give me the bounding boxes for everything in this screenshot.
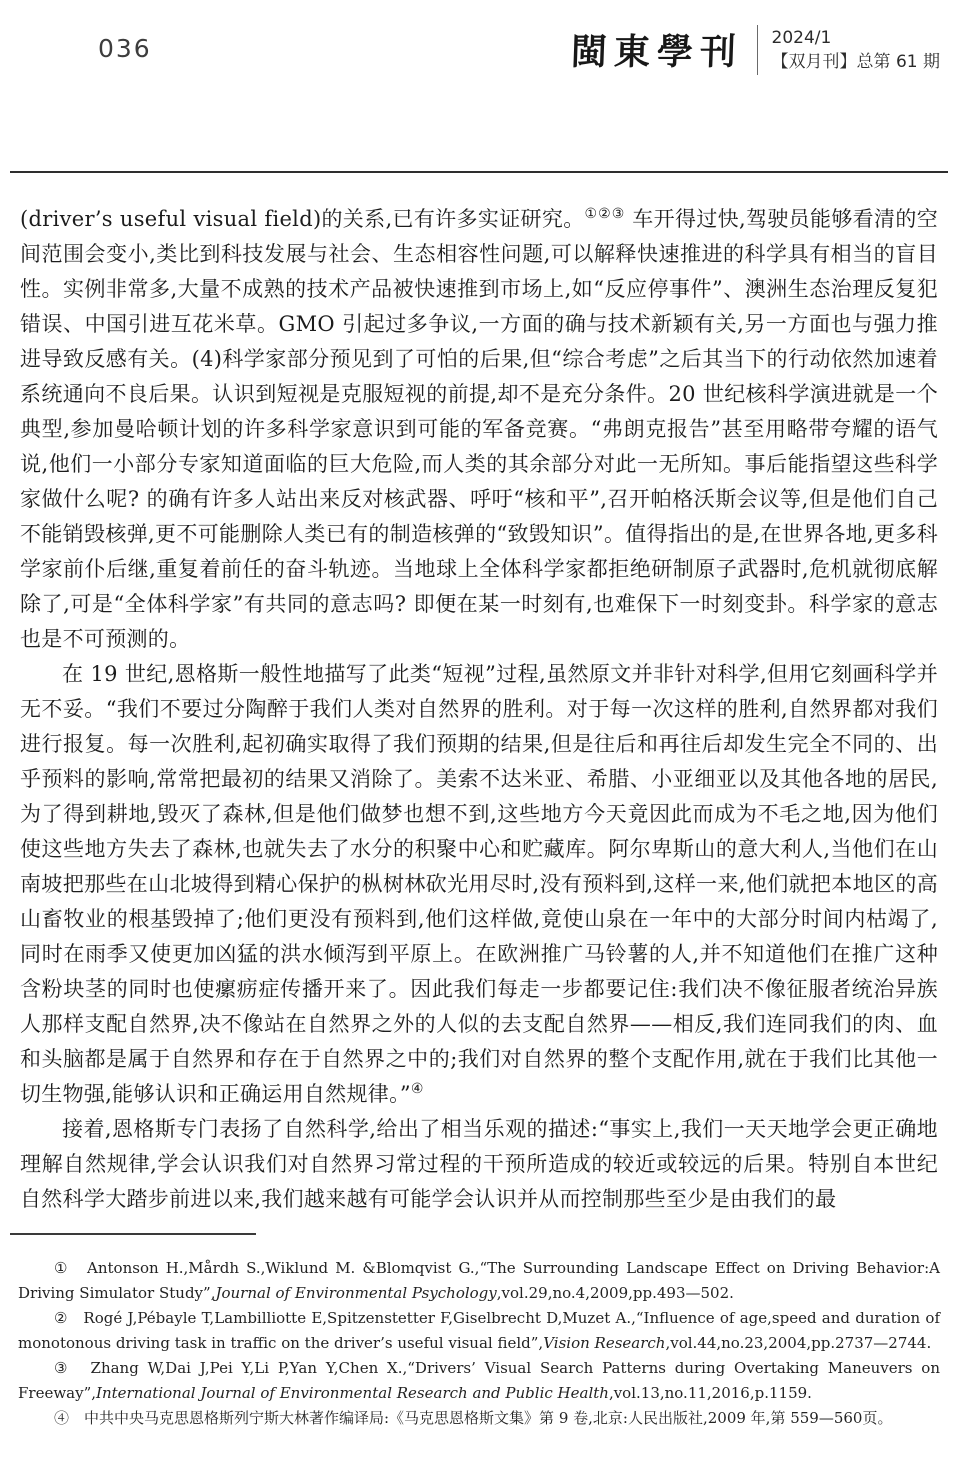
paragraph-text: 车开得过快,驾驶员能够看清的空间范围会变小,类比到科技发展与社会、生态相容性问题,可以解释快速推进的科学具有相当的盲目性。实例非常多,大量不成熟的技术产品被快速推到市场上,如“反应停事件”、澳洲生态治理反复犯错误、中国引进互花米草。GMO 引起过多争议,一方面的确与技术新颖有关,另一方面也与强力推进导致反感有关。(4)科学家部分预见到了可怕的后果,但“综合考虑”之后其当下的行动依然加速着系统通向不良后果。认识到短视是克服短视的前提,却不是充分条件。20 世纪核科学演进就是一个典型,参加曼哈顿计划的许多科学家意识到可能的军备竞赛。“弗朗克报告”甚至用略带夸耀的语气说,他们一小部分专家知道面临的巨大危险,而人类的其余部分对此一无所知。事后能指望这些科学家做什么呢? 的确有许多人站出来反对核武器、呼吁“核和平”,召开帕格沃斯会议等,但是他们自己不能销毁核弹,更不可能删除人类已有的制造核弹的“致毁知识”。值得指出的是,在世界各地,更多科学家前仆后继,重复着前任的奋斗轨迹。当地球上全体科学家都拒绝研制原子武器时,危机就彻底解除了,可是“全体科学家”有共同的意志吗? 即便在某一时刻有,也难保下一时刻变卦。科学家的意志也是不可预测的。 <box>20 207 938 651</box>
footnote <box>18 1256 940 1306</box>
footnotes-section <box>18 1256 940 1431</box>
issue-info <box>772 26 940 74</box>
body-paragraph <box>20 202 938 657</box>
header-rule <box>10 171 948 173</box>
footnote-text: ③ Zhang W,Dai J,Pei Y,Li P,Yan Y,Chen X.,“Drivers’ Visual Search Patterns during Overtaking Maneuvers on Freeway”, <box>18 1359 940 1402</box>
footnote-text: ① Antonson H.,Mårdh S.,Wiklund M. &Blomqvist G.,“The Surrounding Landscape Effect on Driving Behavior:A Driving Simulator Study”, <box>18 1259 940 1302</box>
body-paragraph <box>20 657 938 1112</box>
issue-number: 【双月刊】总第 61 期 <box>771 51 940 72</box>
footnote <box>18 1306 940 1356</box>
footnote-journal-title: International Journal of Environmental Research and Public Health <box>96 1384 609 1402</box>
paragraph-text: (driver’s useful visual field)的关系,已有许多实证研究。 <box>20 207 585 231</box>
footnote-text: ,vol.29,no.4,2009,pp.493—502. <box>496 1284 734 1302</box>
issue-year: 2024/1 <box>771 27 832 48</box>
footnote <box>18 1406 940 1431</box>
footnote-text: ④ 中共中央马克思恩格斯列宁斯大林著作编译局:《马克思恩格斯文集》第 9 卷,北京:人民出版社,2009 年,第 559—560页。 <box>54 1409 893 1427</box>
header-divider <box>757 25 758 75</box>
page-number: 036 <box>98 34 152 63</box>
footnote-text: ,vol.44,no.23,2004,pp.2737—2744. <box>665 1334 932 1352</box>
article-body <box>20 202 938 1217</box>
journal-title: 閩東學刊 <box>569 31 744 73</box>
page-header <box>0 24 958 104</box>
paragraph-text: 接着,恩格斯专门表扬了自然科学,给出了相当乐观的描述:“事实上,我们一天天地学会更正确地理解自然规律,学会认识我们对自然界习常过程的干预所造成的较近或较远的后果。特别自本世纪自然科学大踏步前进以来,我们越来越有可能学会认识并从而控制那些至少是由我们的最 <box>20 1117 938 1211</box>
footnote-text: ,vol.13,no.11,2016,p.1159. <box>608 1384 812 1402</box>
footnote-journal-title: Vision Research <box>543 1334 666 1352</box>
footnote-rule <box>10 1233 256 1235</box>
footnote-journal-title: Journal of Environmental Psychology <box>215 1284 497 1302</box>
journal-masthead <box>571 24 940 75</box>
body-paragraph <box>20 1112 938 1217</box>
footnote-ref-marker: ①②③ <box>584 206 626 222</box>
footnote-text: ② Rogé J,Pébayle T,Lambilliotte E,Spitzenstetter F,Giselbrecht D,Muzet A.,“Influence of age,speed and duration of monotonous driving task in traffic on the driver’s useful visual field”, <box>18 1309 940 1352</box>
footnote-ref-marker: ④ <box>410 1081 425 1097</box>
paragraph-text: 在 19 世纪,恩格斯一般性地描写了此类“短视”过程,虽然原文并非针对科学,但用它刻画科学并无不妥。“我们不要过分陶醉于我们人类对自然界的胜利。对于每一次这样的胜利,自然界都对我们进行报复。每一次胜利,起初确实取得了我们预期的结果,但是往后和再往后却发生完全不同的、出乎预料的影响,常常把最初的结果又消除了。美索不达米亚、希腊、小亚细亚以及其他各地的居民,为了得到耕地,毁灭了森林,但是他们做梦也想不到,这些地方今天竟因此而成为不毛之地,因为他们使这些地方失去了森林,也就失去了水分的积聚中心和贮藏库。阿尔卑斯山的意大利人,当他们在山南坡把那些在山北坡得到精心保护的枞树林砍光用尽时,没有预料到,这样一来,他们就把本地区的高山畜牧业的根基毁掉了;他们更没有预料到,他们这样做,竟使山泉在一年中的大部分时间内枯竭了,同时在雨季又使更加凶猛的洪水倾泻到平原上。在欧洲推广马铃薯的人,并不知道他们在推广这种含粉块茎的同时也使瘰疬症传播开来了。因此我们每走一步都要记住:我们决不像征服者统治异族人那样支配自然界,决不像站在自然界之外的人似的去支配自然界——相反,我们连同我们的肉、血和头脑都是属于自然界和存在于自然界之中的;我们对自然界的整个支配作用,就在于我们比其他一切生物强,能够认识和正确运用自然规律。” <box>20 662 938 1106</box>
footnote <box>18 1356 940 1406</box>
